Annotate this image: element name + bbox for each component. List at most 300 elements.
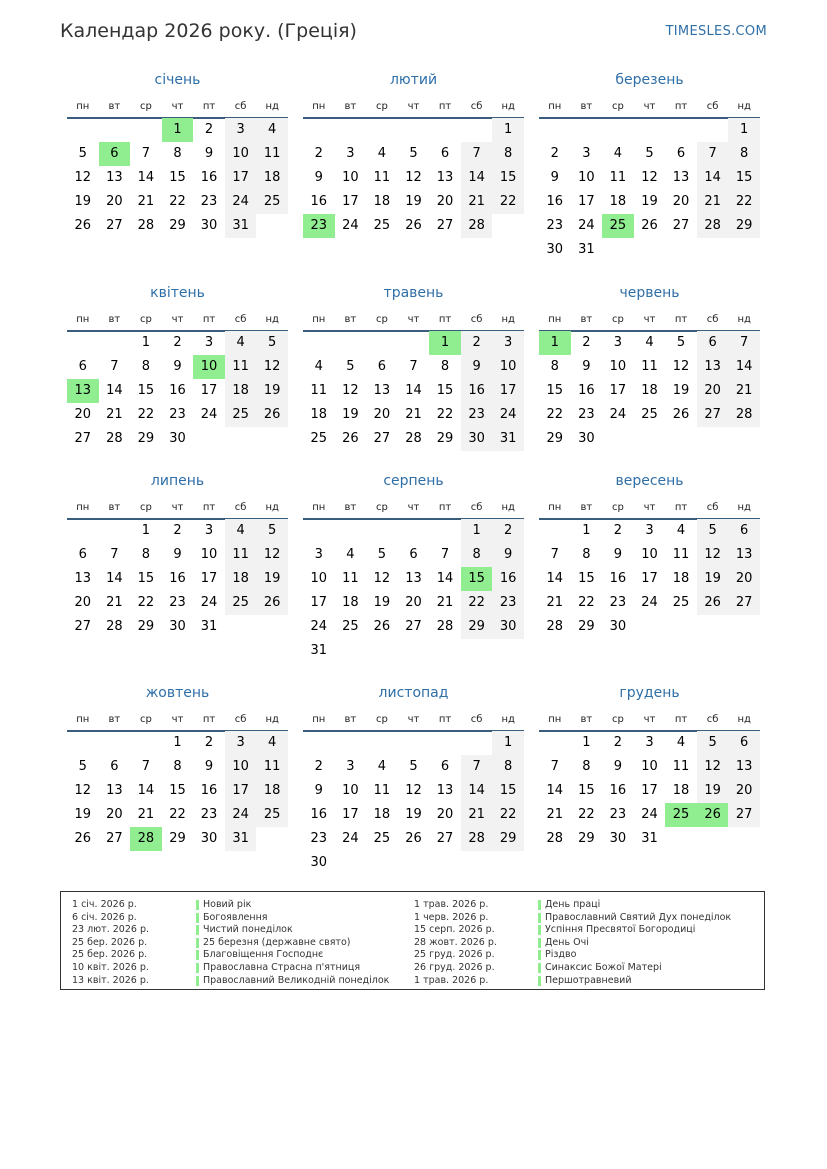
calendar-day: 4 [225, 331, 257, 355]
month-name: листопад [378, 685, 449, 701]
calendar-day: 9 [314, 170, 323, 185]
legend-date: 6 січ. 2026 р. [72, 911, 137, 923]
calendar-day: 20 [106, 807, 123, 822]
calendar-day: 8 [141, 547, 151, 562]
calendar-day: 28 [405, 431, 422, 446]
calendar-day: 21 [137, 194, 155, 209]
weekday-label: чт [643, 714, 656, 725]
calendar-day: 16 [310, 807, 328, 822]
calendar-day: 6 [440, 146, 450, 161]
holiday-day: 1 [162, 118, 194, 142]
legend-holiday-name: Першотравневий [545, 974, 632, 986]
calendar-day: 9 [550, 170, 559, 185]
calendar-day: 16 [169, 571, 186, 586]
legend-marker [196, 938, 199, 948]
calendar-day: 14 [137, 783, 155, 798]
legend-holiday-name: Благовіщення Господнє [203, 949, 324, 961]
calendar-day: 8 [141, 359, 151, 374]
month-name: січень [154, 72, 201, 88]
calendar-day: 24 [342, 218, 359, 233]
weekday-label: чт [171, 714, 184, 725]
calendar-day: 23 [609, 807, 627, 822]
calendar-day: 15 [137, 383, 155, 398]
holiday-day: 6 [99, 142, 131, 166]
calendar-day: 4 [346, 547, 355, 562]
calendar-day: 10 [492, 355, 524, 379]
calendar-day: 4 [225, 519, 257, 543]
calendar-day: 9 [492, 543, 524, 567]
weekday-label: пт [674, 714, 688, 725]
calendar-day: 27 [697, 403, 729, 427]
calendar-day: 28 [106, 619, 123, 634]
calendar-day: 14 [546, 783, 564, 798]
weekday-label: сб [234, 714, 247, 725]
legend-marker [538, 976, 541, 986]
month-name: вересень [615, 473, 684, 489]
calendar-day: 26 [672, 407, 690, 422]
calendar-day: 20 [697, 379, 729, 403]
calendar-day: 5 [409, 759, 418, 774]
calendar-day: 7 [728, 331, 760, 355]
calendar-day: 14 [697, 166, 729, 190]
weekday-label: пн [312, 502, 326, 513]
calendar-day: 30 [578, 431, 595, 446]
holiday-day: 25 [602, 214, 634, 238]
calendar-day: 3 [346, 759, 355, 774]
calendar-day: 4 [314, 359, 323, 374]
calendar-day: 5 [346, 359, 355, 374]
calendar-day: 20 [672, 194, 690, 209]
calendar-day: 26 [74, 831, 92, 846]
calendar-day: 19 [256, 379, 288, 403]
calendar-day: 24 [225, 190, 257, 214]
calendar-day: 5 [377, 547, 387, 562]
legend-item [414, 962, 754, 974]
calendar-day: 13 [697, 355, 729, 379]
calendar-day: 17 [200, 383, 218, 398]
calendar-day: 10 [641, 547, 658, 562]
calendar-day: 7 [110, 359, 119, 374]
calendar-day: 27 [373, 431, 391, 446]
calendar-day: 17 [609, 383, 627, 398]
weekday-label: вт [344, 314, 357, 325]
weekday-label: пн [312, 314, 326, 325]
weekday-label: вт [108, 314, 121, 325]
calendar-day: 22 [728, 190, 760, 214]
calendar-day: 2 [314, 146, 323, 161]
calendar-day: 18 [373, 807, 391, 822]
calendar-day: 19 [373, 595, 391, 610]
calendar-day: 17 [200, 571, 218, 586]
legend-date: 1 трав. 2026 р. [414, 974, 489, 986]
calendar-day: 7 [409, 359, 418, 374]
calendar-day: 8 [173, 146, 182, 161]
calendar-day: 31 [225, 214, 257, 238]
calendar-day: 3 [204, 335, 214, 350]
calendar-day: 10 [641, 759, 658, 774]
calendar-day: 2 [613, 523, 623, 538]
calendar-day: 20 [74, 407, 92, 422]
calendar-day: 16 [492, 567, 524, 591]
calendar-day: 21 [436, 595, 454, 610]
calendar-day: 4 [613, 146, 623, 161]
calendar-day: 4 [645, 335, 654, 350]
calendar-day: 17 [310, 595, 328, 610]
calendar-day: 6 [728, 731, 760, 755]
calendar-day: 22 [461, 591, 493, 615]
calendar-day: 13 [672, 170, 690, 185]
calendar-day: 21 [106, 407, 123, 422]
calendar-day: 19 [256, 567, 288, 591]
calendar-day: 7 [461, 142, 493, 166]
calendar-day: 30 [461, 427, 493, 451]
calendar-day: 16 [578, 383, 595, 398]
calendar-day: 30 [200, 831, 218, 846]
weekday-label: вт [108, 502, 121, 513]
calendar-day: 16 [609, 571, 627, 586]
calendar-day: 6 [728, 519, 760, 543]
calendar-day: 29 [728, 214, 760, 238]
calendar-day: 29 [578, 831, 595, 846]
calendar-day: 9 [582, 359, 591, 374]
legend-item [414, 912, 754, 924]
weekday-label: сб [470, 314, 483, 325]
legend-date: 25 бер. 2026 р. [72, 949, 148, 961]
legend-date: 10 квіт. 2026 р. [72, 962, 149, 973]
calendar-day: 24 [342, 831, 359, 846]
calendar-day: 24 [641, 595, 658, 610]
calendar-day: 8 [582, 547, 591, 562]
legend-date: 25 бер. 2026 р. [72, 936, 148, 948]
calendar-day: 2 [461, 331, 493, 355]
legend-holiday-name: Православна Страсна п'ятниця [203, 962, 361, 973]
calendar-day: 17 [492, 379, 524, 403]
calendar-day: 2 [613, 735, 623, 750]
calendar-day: 14 [461, 166, 493, 190]
calendar-day: 11 [225, 543, 257, 567]
calendar-day: 19 [405, 194, 422, 209]
weekday-label: сб [234, 314, 247, 325]
calendar-day: 21 [546, 595, 564, 610]
weekday-label: нд [737, 502, 751, 513]
legend-holiday-name: Богоявлення [203, 911, 268, 923]
weekday-label: сб [470, 714, 483, 725]
legend-item [414, 949, 754, 961]
calendar-day: 3 [314, 547, 323, 562]
calendar-day: 23 [310, 831, 328, 846]
calendar-day: 2 [550, 146, 559, 161]
calendar-day: 9 [461, 355, 493, 379]
weekday-label: пн [76, 714, 90, 725]
calendar-day: 11 [672, 759, 690, 774]
calendar-day: 23 [546, 218, 564, 233]
weekday-label: чт [171, 314, 184, 325]
calendar-day: 18 [256, 779, 288, 803]
calendar-day: 13 [373, 383, 391, 398]
calendar-day: 3 [492, 331, 524, 355]
calendar-day: 19 [342, 407, 359, 422]
calendar-day: 4 [676, 523, 686, 538]
calendar-day: 6 [409, 547, 418, 562]
calendar-day: 26 [256, 403, 288, 427]
calendar-day: 7 [550, 547, 559, 562]
calendar-day: 25 [225, 591, 257, 615]
calendar-day: 30 [200, 218, 218, 233]
calendar-day: 30 [609, 831, 627, 846]
weekday-label: сб [234, 101, 247, 112]
calendar-day: 7 [110, 547, 119, 562]
legend-holiday-name: Новий рік [203, 899, 252, 910]
calendar-day: 27 [436, 218, 454, 233]
weekday-label: пт [674, 502, 688, 513]
calendar-day: 21 [461, 190, 493, 214]
calendar-day: 8 [461, 543, 493, 567]
calendar-day: 1 [141, 335, 151, 350]
calendar-day: 22 [436, 407, 454, 422]
calendar-day: 7 [550, 759, 559, 774]
calendar-day: 17 [342, 807, 359, 822]
calendar-day: 27 [405, 619, 422, 634]
calendar-day: 1 [582, 735, 591, 750]
weekday-label: нд [265, 314, 279, 325]
weekday-label: пт [438, 314, 452, 325]
calendar-day: 16 [461, 379, 493, 403]
legend-marker [538, 963, 541, 973]
calendar-day: 28 [436, 619, 454, 634]
calendar-day: 14 [436, 571, 454, 586]
calendar-day: 4 [377, 759, 387, 774]
legend-date: 23 лют. 2026 р. [72, 924, 149, 936]
calendar-day: 24 [641, 807, 658, 822]
month-name: квітень [150, 285, 205, 301]
calendar-day: 23 [169, 595, 186, 610]
calendar-day: 11 [641, 359, 658, 374]
calendar-day: 29 [492, 827, 524, 851]
month-name: жовтень [145, 685, 210, 701]
weekday-label: пт [202, 502, 216, 513]
legend-item [72, 924, 412, 936]
weekday-label: чт [643, 101, 656, 112]
calendar-day: 20 [728, 567, 760, 591]
weekday-label: чт [171, 502, 184, 513]
holiday-day: 25 [665, 803, 697, 827]
holiday-day: 15 [461, 567, 493, 591]
calendar-day: 12 [641, 170, 658, 185]
calendar-day: 23 [200, 194, 218, 209]
calendar-day: 31 [200, 619, 218, 634]
calendar-day: 12 [405, 783, 422, 798]
calendar-day: 22 [137, 407, 155, 422]
calendar-day: 19 [697, 779, 729, 803]
calendar-day: 1 [461, 519, 493, 543]
weekday-label: вт [344, 714, 357, 725]
calendar-day: 7 [141, 146, 151, 161]
legend-holiday-name: 25 березня (державне свято) [203, 936, 351, 948]
calendar-day: 3 [582, 146, 591, 161]
calendar-day: 11 [672, 547, 690, 562]
calendar-day: 11 [609, 170, 627, 185]
weekday-label: пт [438, 502, 452, 513]
calendar-day: 28 [461, 827, 493, 851]
calendar-day: 25 [373, 218, 391, 233]
calendar-day: 6 [676, 146, 686, 161]
holiday-day: 1 [539, 331, 571, 355]
weekday-label: пн [548, 714, 562, 725]
calendar-day: 17 [225, 779, 257, 803]
calendar-day: 17 [578, 194, 595, 209]
calendar-day: 1 [492, 118, 524, 142]
weekday-label: пн [76, 314, 90, 325]
calendar-day: 13 [436, 170, 454, 185]
calendar-day: 12 [672, 359, 690, 374]
calendar-day: 23 [609, 595, 627, 610]
calendar-day: 3 [225, 118, 257, 142]
holiday-legend [60, 891, 765, 990]
calendar-day: 29 [137, 619, 155, 634]
calendar-day: 26 [373, 619, 391, 634]
calendar-day: 21 [546, 807, 564, 822]
calendar-day: 1 [728, 118, 760, 142]
calendar-day: 29 [137, 431, 155, 446]
calendar-day: 27 [728, 591, 760, 615]
calendar-day: 9 [613, 547, 623, 562]
calendar-day: 10 [342, 783, 359, 798]
calendar-day: 11 [256, 755, 288, 779]
legend-holiday-name: Православний Святий Дух понеділок [545, 911, 732, 923]
calendar-day: 29 [546, 431, 564, 446]
weekday-label: вт [344, 101, 357, 112]
legend-date: 1 трав. 2026 р. [414, 899, 489, 910]
calendar-day: 18 [342, 595, 359, 610]
calendar-day: 14 [546, 571, 564, 586]
weekday-label: нд [265, 101, 279, 112]
calendar-day: 19 [697, 567, 729, 591]
calendar-day: 26 [697, 591, 729, 615]
weekday-label: нд [265, 502, 279, 513]
weekday-label: ср [375, 714, 388, 725]
calendar-day: 9 [613, 759, 623, 774]
calendar-day: 7 [461, 755, 493, 779]
calendar-day: 8 [492, 755, 524, 779]
calendar-day: 22 [578, 595, 595, 610]
calendar-day: 14 [137, 170, 155, 185]
weekday-label: пт [202, 714, 216, 725]
calendar-day: 24 [200, 595, 218, 610]
calendar-day: 8 [550, 359, 559, 374]
calendar-day: 5 [697, 731, 729, 755]
calendar-day: 3 [225, 731, 257, 755]
calendar-day: 16 [169, 383, 186, 398]
calendar-day: 18 [225, 567, 257, 591]
calendar-day: 6 [377, 359, 387, 374]
calendar-day: 18 [256, 166, 288, 190]
legend-holiday-name: Різдво [545, 949, 577, 961]
page-title: Календар 2026 року. (Греція) [60, 20, 357, 42]
calendar-day: 3 [346, 146, 355, 161]
calendar-day: 29 [461, 615, 493, 639]
calendar-day: 12 [373, 571, 391, 586]
calendar-day: 21 [461, 803, 493, 827]
calendar-day: 11 [310, 383, 328, 398]
calendar-day: 12 [342, 383, 359, 398]
weekday-label: чт [171, 101, 184, 112]
weekday-label: нд [501, 714, 515, 725]
site-brand-link[interactable]: TIMESLES.COM [665, 24, 767, 39]
weekday-label: нд [265, 714, 279, 725]
calendar-day: 28 [697, 214, 729, 238]
legend-holiday-name: Православний Великодній понеділок [203, 974, 390, 986]
legend-item [414, 924, 754, 936]
calendar-day: 16 [546, 194, 564, 209]
weekday-label: пт [438, 714, 452, 725]
legend-item [414, 975, 754, 987]
legend-item [72, 937, 412, 949]
calendar-day: 12 [74, 783, 92, 798]
calendar-day: 23 [492, 591, 524, 615]
legend-date: 25 груд. 2026 р. [414, 949, 495, 961]
calendar-day: 11 [373, 170, 391, 185]
weekday-label: нд [501, 502, 515, 513]
weekday-label: пн [76, 101, 90, 112]
calendar-day: 6 [78, 547, 87, 562]
calendar-day: 13 [728, 755, 760, 779]
calendar-day: 29 [436, 431, 454, 446]
calendar-day: 5 [409, 146, 418, 161]
calendar-day: 13 [74, 571, 92, 586]
calendar-day: 10 [310, 571, 328, 586]
calendar-day: 22 [578, 807, 595, 822]
weekday-label: вт [580, 714, 593, 725]
legend-marker [538, 950, 541, 960]
calendar-day: 5 [697, 519, 729, 543]
calendar-day: 24 [492, 403, 524, 427]
calendar-day: 28 [137, 218, 155, 233]
weekday-label: пн [548, 101, 562, 112]
legend-date: 26 груд. 2026 р. [414, 962, 495, 973]
calendar-day: 10 [225, 755, 257, 779]
legend-date: 15 серп. 2026 р. [414, 924, 495, 936]
weekday-label: ср [375, 314, 388, 325]
calendar-day: 27 [106, 831, 123, 846]
calendar-day: 5 [676, 335, 686, 350]
calendar-day: 4 [256, 731, 288, 755]
calendar-day: 18 [672, 783, 690, 798]
weekday-label: сб [234, 502, 247, 513]
calendar-day: 15 [137, 571, 155, 586]
weekday-label: чт [407, 314, 420, 325]
calendar-day: 25 [342, 619, 359, 634]
holiday-day: 1 [429, 331, 461, 355]
legend-marker [196, 925, 199, 935]
calendar-day: 10 [200, 547, 218, 562]
calendar-day: 28 [106, 431, 123, 446]
calendar-day: 25 [373, 831, 391, 846]
legend-marker [196, 950, 199, 960]
legend-marker [196, 976, 199, 986]
calendar-day: 13 [106, 783, 123, 798]
calendar-day: 2 [173, 523, 182, 538]
calendar-day: 24 [578, 218, 595, 233]
calendar-day: 9 [173, 547, 182, 562]
calendar-day: 10 [342, 170, 359, 185]
weekday-label: сб [470, 101, 483, 112]
header-divider [303, 117, 524, 119]
weekday-label: пн [312, 101, 326, 112]
calendar-day: 12 [256, 543, 288, 567]
legend-holiday-name: Синаксис Божої Матері [545, 962, 662, 973]
weekday-label: пн [76, 502, 90, 513]
calendar-day: 4 [377, 146, 387, 161]
